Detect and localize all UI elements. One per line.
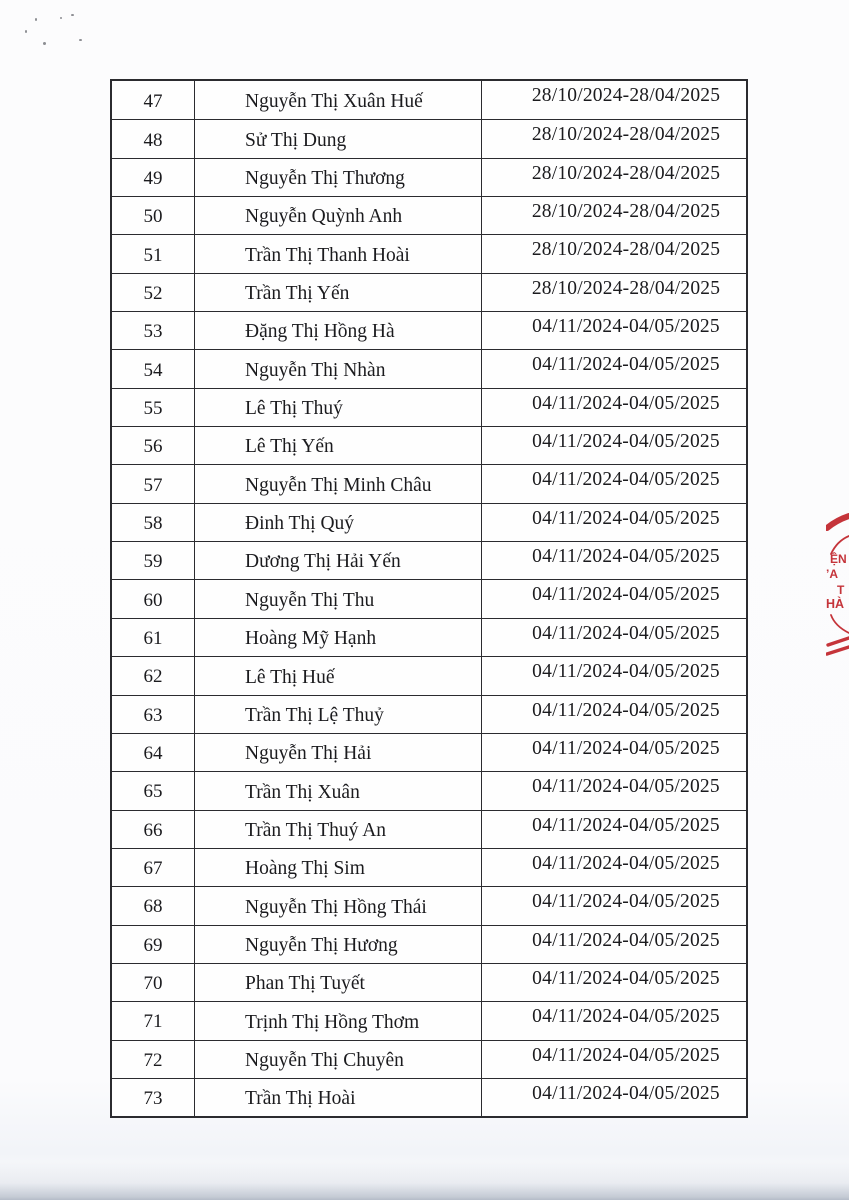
date-period: 04/11/2024-04/05/2025 (481, 926, 746, 963)
table-row (112, 1040, 746, 1078)
date-period: 04/11/2024-04/05/2025 (481, 887, 746, 924)
date-period: 04/11/2024-04/05/2025 (481, 427, 746, 464)
person-name: Nguyễn Thị Hải (194, 734, 481, 771)
scan-edge-shadow (0, 1162, 849, 1200)
row-number: 48 (143, 129, 163, 151)
row-number: 49 (143, 167, 163, 189)
table-row (112, 426, 746, 464)
row-number: 67 (143, 858, 163, 880)
date-period: 28/10/2024-28/04/2025 (481, 120, 746, 157)
person-name: Trần Thị Yến (194, 274, 481, 311)
date-period: 04/11/2024-04/05/2025 (481, 1079, 746, 1116)
person-name: Trần Thị Lệ Thuỷ (194, 696, 481, 733)
stamp-text-fragment: ỆN (830, 552, 847, 566)
row-number: 47 (143, 90, 163, 112)
date-period: 28/10/2024-28/04/2025 (481, 274, 746, 311)
official-stamp-fragment (826, 511, 849, 663)
table-row (112, 656, 746, 694)
table-row (112, 81, 746, 119)
date-period: 04/11/2024-04/05/2025 (481, 772, 746, 809)
row-number: 50 (143, 206, 163, 228)
row-number: 55 (143, 397, 163, 419)
date-period: 04/11/2024-04/05/2025 (481, 542, 746, 579)
person-name: Nguyễn Thị Hồng Thái (194, 887, 481, 924)
row-number: 70 (143, 973, 163, 995)
person-name: Trần Thị Thanh Hoài (194, 235, 481, 272)
row-number: 54 (143, 359, 163, 381)
person-name: Nguyễn Thị Thương (194, 159, 481, 196)
date-period: 04/11/2024-04/05/2025 (481, 312, 746, 349)
date-period: 04/11/2024-04/05/2025 (481, 389, 746, 426)
date-period: 04/11/2024-04/05/2025 (481, 696, 746, 733)
date-period: 28/10/2024-28/04/2025 (481, 197, 746, 234)
person-name: Nguyễn Thị Chuyên (194, 1041, 481, 1078)
scan-speck (43, 42, 46, 45)
date-period: 04/11/2024-04/05/2025 (481, 1041, 746, 1078)
table-row (112, 925, 746, 963)
stamp-outer-rim-stroke (827, 516, 849, 528)
date-period: 04/11/2024-04/05/2025 (481, 350, 746, 387)
person-name: Lê Thị Thuý (194, 389, 481, 426)
scan-speck (71, 14, 74, 16)
date-period: 04/11/2024-04/05/2025 (481, 964, 746, 1001)
row-number: 64 (143, 743, 163, 765)
date-period: 04/11/2024-04/05/2025 (481, 504, 746, 541)
table-row (112, 618, 746, 656)
table-row (112, 503, 746, 541)
date-period: 04/11/2024-04/05/2025 (481, 657, 746, 694)
stamp-text-fragment: ʼA (826, 567, 838, 581)
table-row (112, 196, 746, 234)
allowance-table (110, 79, 748, 1118)
date-period: 28/10/2024-28/04/2025 (481, 81, 746, 119)
date-period: 04/11/2024-04/05/2025 (481, 811, 746, 848)
table-row (112, 273, 746, 311)
table-row (112, 464, 746, 502)
scan-speck (60, 17, 62, 19)
person-name: Nguyễn Thị Minh Châu (194, 465, 481, 502)
scan-speck (79, 39, 82, 41)
person-name: Lê Thị Yến (194, 427, 481, 464)
person-name: Trần Thị Xuân (194, 772, 481, 809)
table-row (112, 158, 746, 196)
date-period: 04/11/2024-04/05/2025 (481, 619, 746, 656)
table-row (112, 234, 746, 272)
row-number: 51 (143, 244, 163, 266)
row-number: 61 (143, 627, 163, 649)
date-period: 04/11/2024-04/05/2025 (481, 1002, 746, 1039)
date-period: 04/11/2024-04/05/2025 (481, 580, 746, 617)
date-period: 04/11/2024-04/05/2025 (481, 734, 746, 771)
row-number: 68 (143, 896, 163, 918)
table-row (112, 119, 746, 157)
date-period: 04/11/2024-04/05/2025 (481, 465, 746, 502)
table-row (112, 1001, 746, 1039)
person-name: Nguyễn Thị Hương (194, 926, 481, 963)
table-row (112, 349, 746, 387)
row-number: 66 (143, 819, 163, 841)
row-number: 60 (143, 589, 163, 611)
row-number: 56 (143, 436, 163, 458)
table-row (112, 886, 746, 924)
table-row (112, 771, 746, 809)
table-row (112, 579, 746, 617)
row-number: 65 (143, 781, 163, 803)
stamp-rim-line-1 (828, 638, 849, 645)
stamp-inner-arc-bottom (831, 615, 849, 633)
person-name: Trần Thị Thuý An (194, 811, 481, 848)
table-row (112, 1078, 746, 1116)
row-number: 72 (143, 1049, 163, 1071)
person-name: Trần Thị Hoài (194, 1079, 481, 1116)
person-name: Đinh Thị Quý (194, 504, 481, 541)
person-name: Hoàng Mỹ Hạnh (194, 619, 481, 656)
date-period: 04/11/2024-04/05/2025 (481, 849, 746, 886)
person-name: Lê Thị Huế (194, 657, 481, 694)
row-number: 58 (143, 512, 163, 534)
row-number: 69 (143, 934, 163, 956)
person-name: Sử Thị Dung (194, 120, 481, 157)
person-name: Hoàng Thị Sim (194, 849, 481, 886)
stamp-text-fragment: T (837, 583, 845, 597)
stamp-rim-line-2 (827, 647, 849, 654)
stamp-text-fragment: HÀ (826, 597, 845, 611)
person-name: Phan Thị Tuyết (194, 964, 481, 1001)
row-number: 62 (143, 666, 163, 688)
table-row (112, 541, 746, 579)
table-row (112, 810, 746, 848)
table-row (112, 311, 746, 349)
row-number: 52 (143, 282, 163, 304)
row-number: 71 (143, 1011, 163, 1033)
person-name: Trịnh Thị Hồng Thơm (194, 1002, 481, 1039)
row-number: 73 (143, 1088, 163, 1110)
table-row (112, 733, 746, 771)
table-row (112, 848, 746, 886)
stamp-graphic (826, 511, 849, 663)
date-period: 28/10/2024-28/04/2025 (481, 159, 746, 196)
table-row (112, 695, 746, 733)
person-name: Nguyễn Thị Thu (194, 580, 481, 617)
date-period: 28/10/2024-28/04/2025 (481, 235, 746, 272)
scan-speck (25, 30, 27, 33)
scan-speck (35, 18, 37, 21)
person-name: Nguyễn Thị Xuân Huế (194, 81, 481, 119)
row-number: 63 (143, 704, 163, 726)
table-row (112, 963, 746, 1001)
person-name: Nguyễn Quỳnh Anh (194, 197, 481, 234)
person-name: Nguyễn Thị Nhàn (194, 350, 481, 387)
person-name: Đặng Thị Hồng Hà (194, 312, 481, 349)
row-number: 57 (143, 474, 163, 496)
table-row (112, 388, 746, 426)
row-number: 53 (143, 321, 163, 343)
person-name: Dương Thị Hải Yến (194, 542, 481, 579)
row-number: 59 (143, 551, 163, 573)
